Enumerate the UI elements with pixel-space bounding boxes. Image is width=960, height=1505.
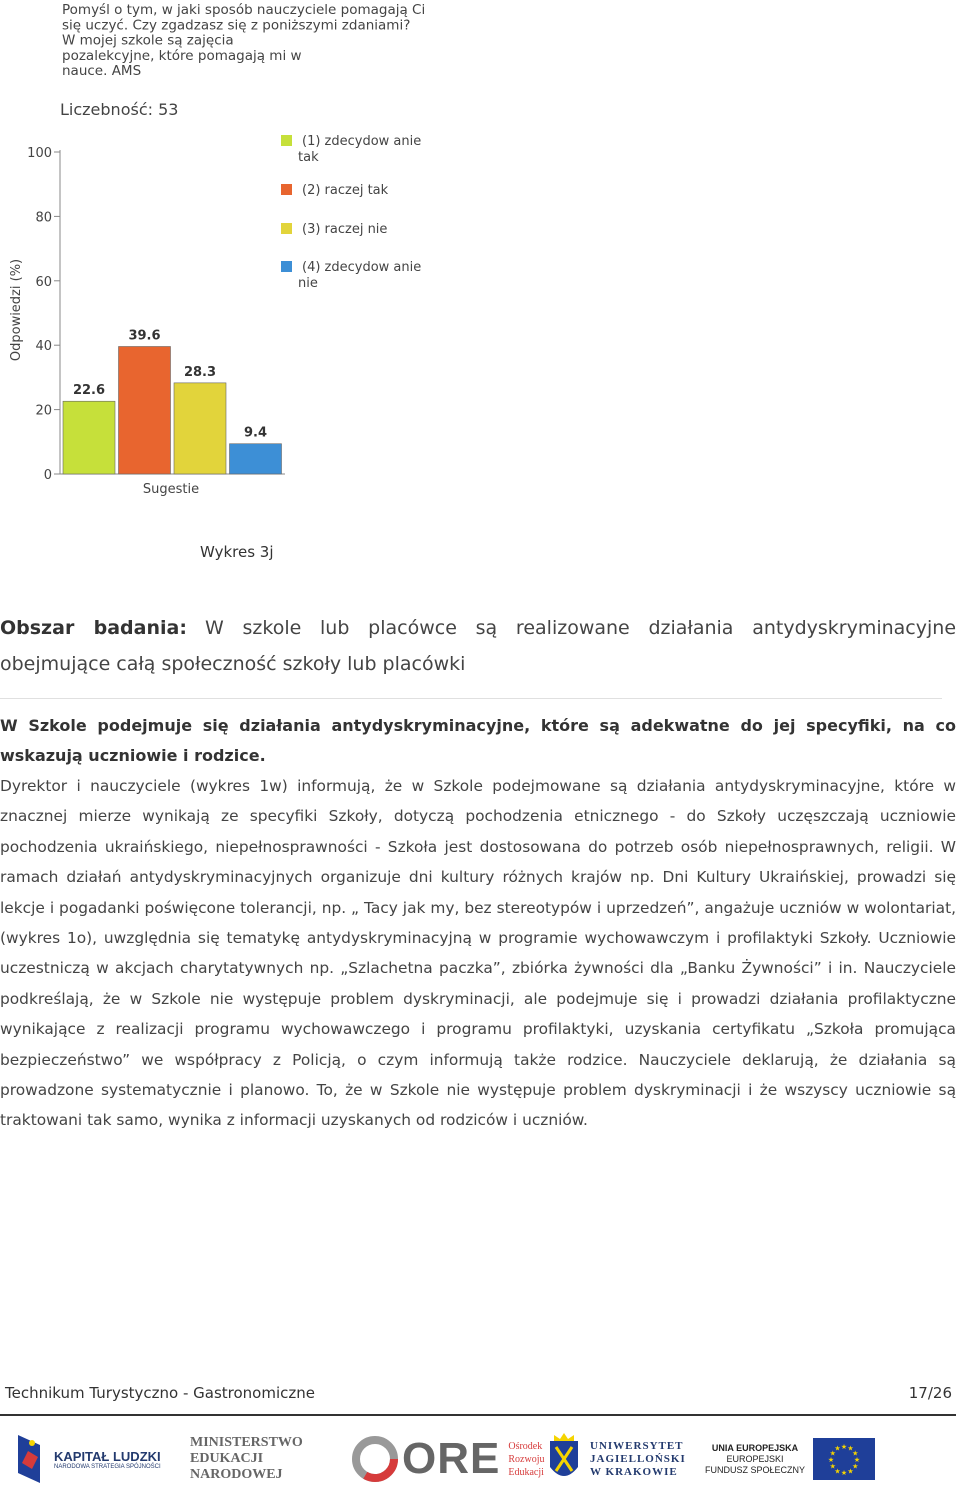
eu-star-icon: ★ — [840, 1469, 848, 1477]
footer-school-name: Technikum Turystyczno - Gastronomiczne — [5, 1384, 315, 1402]
survey-bar-chart — [0, 0, 480, 500]
ue-line-1: UNIA EUROPEJSKA — [711, 1442, 799, 1453]
kapital-ludzki-subtitle: NARODOWA STRATEGIA SPÓJNOŚCI — [54, 1463, 161, 1470]
uj-line-2: JAGIELLOŃSKI — [590, 1452, 686, 1465]
ore-ring-icon — [350, 1434, 400, 1484]
bar-value-label: 39.6 — [128, 328, 161, 344]
ue-line-3: FUNDUSZ SPOŁECZNY — [705, 1464, 806, 1475]
bar-value-label: 28.3 — [183, 364, 217, 380]
ore-line-1: Ośrodek — [508, 1440, 543, 1452]
obszar-label: Obszar badania: — [0, 617, 187, 639]
legend-swatch — [281, 223, 292, 234]
chart-caption: Wykres 3j — [200, 543, 274, 561]
kapital-ludzki-emblem-icon — [10, 1431, 50, 1487]
bar-2 — [119, 346, 171, 474]
chart-question-line: W mojej szkole są zajęcia — [62, 32, 234, 49]
logo-ue — [705, 1428, 875, 1490]
eu-star-icon: ★ — [834, 1444, 841, 1453]
eu-star-icon: ★ — [840, 1443, 848, 1451]
y-tick-label: 40 — [35, 339, 52, 355]
eu-star-icon: ★ — [829, 1449, 836, 1458]
x-axis-label: Sugestie — [142, 482, 200, 497]
legend-label: (2) raczej tak — [302, 183, 389, 198]
eu-star-icon: ★ — [853, 1456, 861, 1464]
men-line-2: EDUKACJI — [190, 1451, 264, 1466]
count-label: Liczebność: 53 — [60, 100, 179, 119]
eu-star-icon: ★ — [847, 1467, 854, 1476]
section-heading: W Szkole podejmuje się działania antydyskryminacyjne, które są adekwatne do jej specyfiki, na co wskazują uczniowie i rodzice. — [0, 716, 956, 765]
legend-label: (4) zdecydow anie — [302, 260, 422, 275]
legend-label: nie — [298, 276, 318, 291]
bar-3 — [174, 383, 226, 474]
y-tick-label: 0 — [43, 468, 52, 483]
logo-kapital-ludzki — [10, 1428, 161, 1490]
uj-line-3: W KRAKOWIE — [590, 1465, 678, 1478]
chart-question-line: Pomyśl o tym, w jaki sposób nauczyciele pomagają Ci — [62, 2, 426, 18]
obszar-text: W szkole lub placówce są realizowane działania antydyskryminacyjne obejmujące całą społeczność szkoły lub placówki — [0, 617, 957, 675]
uj-line-1: UNIWERSYTET — [590, 1439, 684, 1452]
logo-uj — [546, 1428, 686, 1490]
eu-star-icon: ★ — [834, 1467, 841, 1476]
eu-star-icon: ★ — [827, 1456, 835, 1464]
eu-star-icon: ★ — [847, 1444, 854, 1453]
body-paragraph: Dyrektor i nauczyciele (wykres 1w) informują, że w Szkole podejmowane są działania antydyskryminacyjne, które w znacznej mierze wynikają ze specyfiki Szkoły, dotyczą pochodzenia etnicznego - do Szkoły uczęszczają uczniowie pochodzenia ukraińskiego, niepełnosprawności - Szkoła jest dostosowana do potrzeb osób niepełnosprawnych, religii. W ramach działań antydyskryminacyjnych organizuje dni kultury różnych krajów np. Dni Kultury Ukraińskiej, prowadzi się lekcje i pogadanki poświęcone tolerancji, np. „ Tacy jak my, bez stereotypów i uprzedzeń”, angażuje uczniów w wolontariat, (wykres 1o), uwzględnia się tematykę antydyskryminacyjną w programie wychowawczym i profilaktyki Szkoły. Uczniowie uczestniczą w akcjach charytatywnych np. „Szlachetna paczka”, zbiórka żywności dla „Banku Żywności” i in. Nauczyciele podkreślają, że w Szkole nie występuje problem dyskryminacji, ale podejmuje się i prowadzi działania profilaktyczne wynikające z realizacji programu wychowawczego i programu profilaktyki, uzyskania certyfikatu „Szkoła promująca bezpieczeństwo” we współpracy z Policją, o czym informują także rodzice. Nauczyciele deklarują, że działania są prowadzone systematycznie i planowo. To, że w Szkole nie występuje problem dyskryminacji i że wszyscy uczniowie są traktowani tak samo, wynika z informacji uzyskanych od rodziców i uczniów. — [0, 777, 956, 1130]
legend-label: (3) raczej nie — [302, 222, 388, 237]
obszar-block — [0, 610, 956, 682]
ore-line-3: Edukacji — [508, 1466, 544, 1478]
legend-swatch — [281, 135, 292, 146]
y-tick-label: 80 — [35, 210, 52, 226]
uj-crest-icon — [546, 1431, 582, 1487]
men-line-1: MINISTERSTWO — [190, 1435, 303, 1450]
legend-label: tak — [298, 150, 319, 165]
bar-value-label: 9.4 — [243, 425, 268, 441]
logo-men — [190, 1428, 303, 1490]
eu-star-icon: ★ — [829, 1462, 836, 1471]
legend-swatch — [281, 184, 292, 195]
y-tick-label: 100 — [27, 146, 52, 161]
legend-label: (1) zdecydow anie — [302, 134, 422, 149]
men-line-3: NARODOWEJ — [190, 1467, 283, 1482]
chart-question-line: się uczyć. Czy zgadzasz się z poniższymi zdaniami? — [62, 17, 411, 34]
chart-question-line: nauce. AMS — [62, 63, 142, 80]
ue-line-2: EUROPEJSKI — [726, 1453, 784, 1464]
ore-letters: ORE — [402, 1434, 501, 1483]
footer-rule — [0, 1414, 956, 1416]
chart-question-line: pozalekcyjne, które pomagają mi w — [62, 47, 302, 64]
logo-ore — [350, 1428, 544, 1490]
eu-flag-icon — [813, 1438, 875, 1480]
kapital-ludzki-title: KAPITAŁ LUDZKI — [54, 1448, 161, 1464]
bar-1 — [63, 401, 115, 474]
ore-line-2: Rozwoju — [508, 1453, 545, 1465]
footer-page-number: 17/26 — [908, 1384, 952, 1402]
eu-star-icon: ★ — [852, 1449, 859, 1458]
bar-value-label: 22.6 — [72, 383, 106, 399]
eu-star-icon: ★ — [852, 1462, 859, 1471]
bar-4 — [230, 444, 282, 474]
y-axis-label: Odpowiedzi (%) — [9, 258, 24, 362]
legend-swatch — [281, 261, 292, 272]
y-tick-label: 60 — [35, 274, 52, 290]
y-tick-label: 20 — [35, 403, 52, 419]
divider — [0, 698, 942, 699]
